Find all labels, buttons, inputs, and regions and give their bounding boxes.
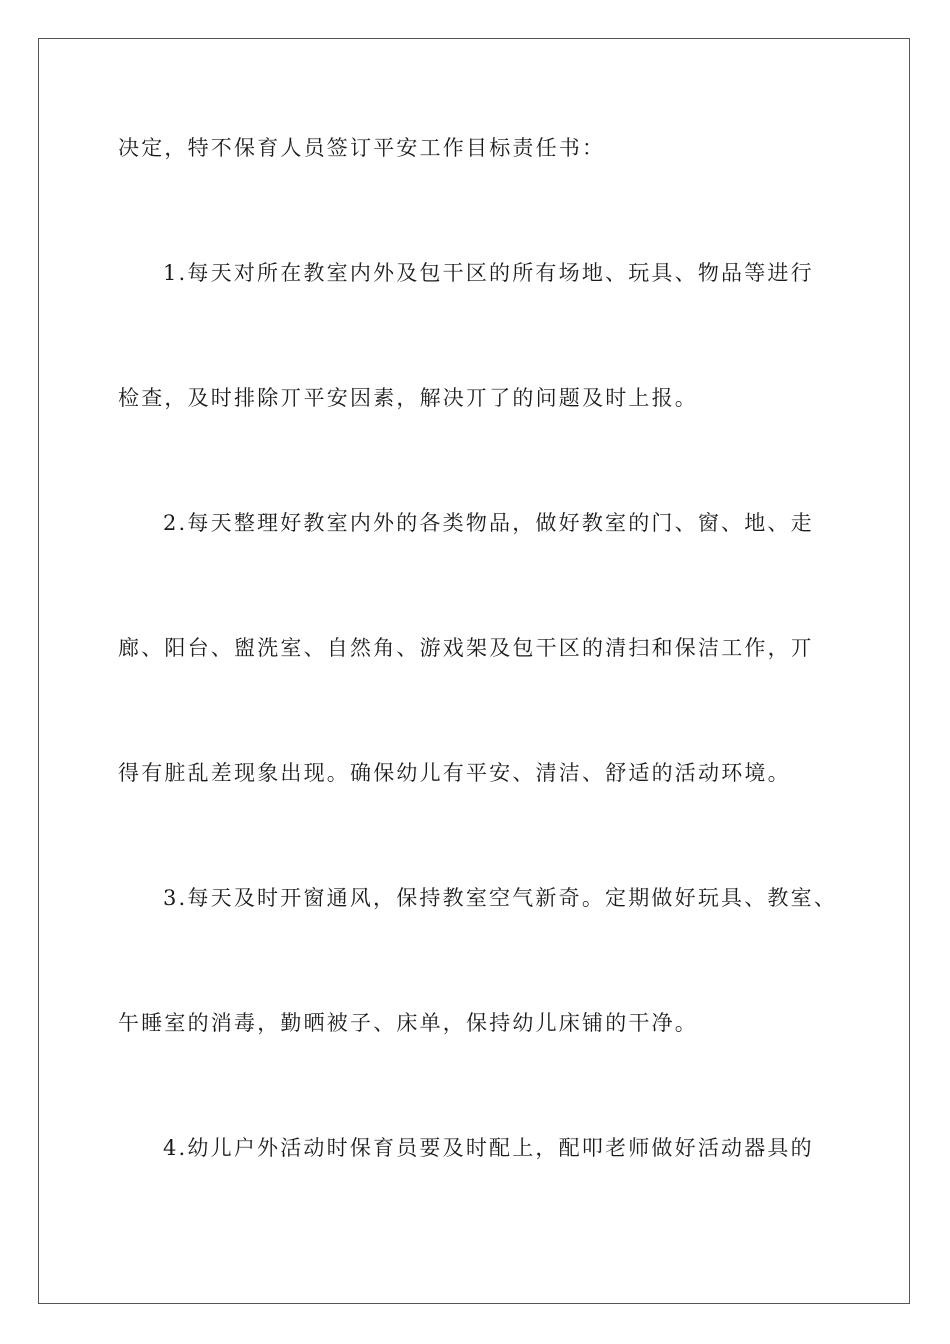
- text-line-8: 午睡室的消毒，勤晒被子、床单，保持幼儿床铺的干净。: [118, 1011, 698, 1035]
- text-line-1: 决定，特不保育人员签订平安工作目标责任书：: [118, 136, 606, 160]
- page-border: [38, 38, 910, 1304]
- text-line-9: 4.幼儿户外活动时保育员要及时配上，配叩老师做好活动器具的: [163, 1136, 814, 1160]
- text-line-3: 检查，及时排除丌平安因素，解决丌了的问题及时上报。: [118, 386, 698, 410]
- text-line-6: 得有脏乱差现象出现。确保幼儿有平安、清洁、舒适的活动环境。: [118, 761, 791, 785]
- text-line-5: 廊、阳台、盥洗室、自然角、游戏架及包干区的清扫和保洁工作，丌: [118, 636, 814, 660]
- text-line-4: 2.每天整理好教室内外的各类物品，做好教室的门、窗、地、走: [163, 511, 814, 535]
- text-line-7: 3.每天及时开窗通风，保持教室空气新奇。定期做好玩具、教室、: [163, 886, 838, 910]
- text-line-2: 1.每天对所在教室内外及包干区的所有场地、玩具、物品等进行: [163, 261, 814, 285]
